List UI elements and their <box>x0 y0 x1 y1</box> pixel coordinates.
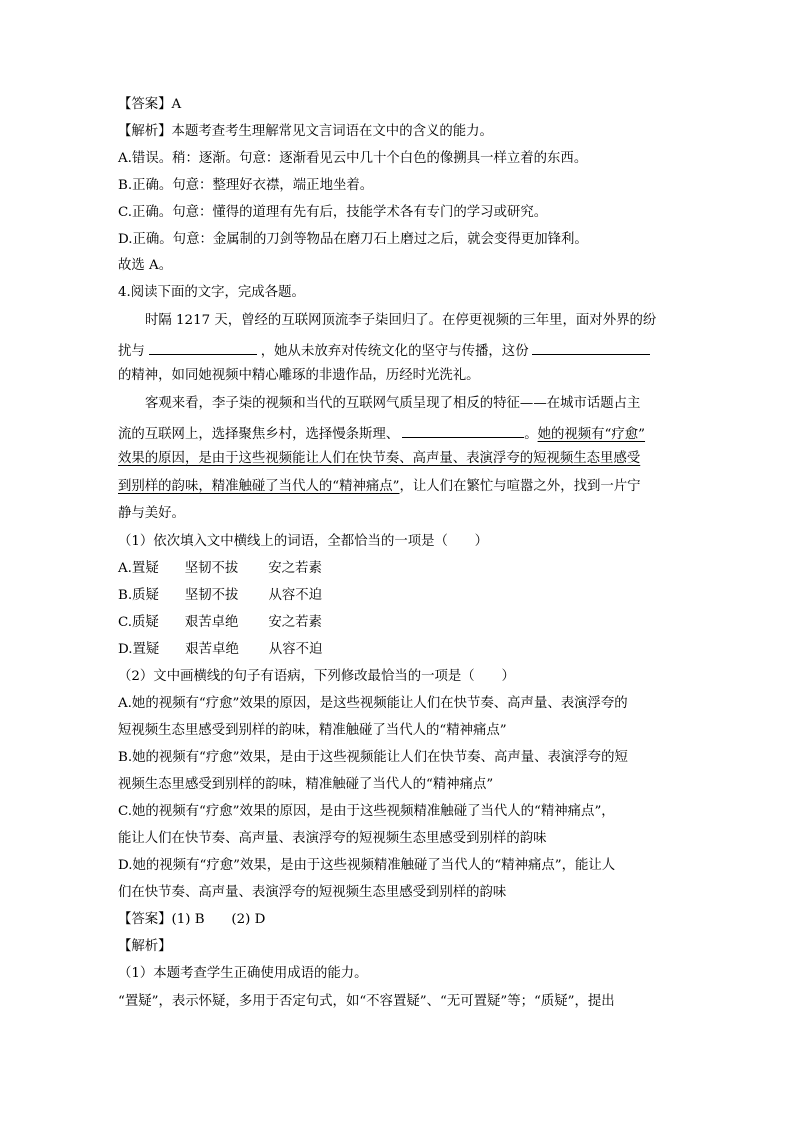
option-label: D.置疑 <box>118 642 160 657</box>
choice-c-line2: 能让人们在快节奏、高声量、表演浮夸的短视频生态里感受到别样的韵味 <box>118 831 547 846</box>
option-word-2: 艰苦卓绝 <box>185 642 239 657</box>
choice-a-line2: 短视频生态里感受到别样的韵味，精准触碰了当代人的“精神痛点” <box>118 723 507 738</box>
option-label: B.质疑 <box>118 588 159 603</box>
passage-p2-line2 <box>118 425 645 441</box>
passage-p1-line3: 的精神，如同她视频中精心雕琢的非遗作品，历经时光洗礼。 <box>118 368 480 383</box>
option-word-3: 从容不迫 <box>268 642 323 657</box>
text-segment: 扰与 <box>118 344 145 359</box>
option-row-b <box>118 589 322 602</box>
text-segment: 流的互联网上，选择聚焦乡村，选择慢条斯理、 <box>118 427 400 442</box>
option-word-3: 从容不迫 <box>268 588 323 603</box>
sub-question-1: （1）依次填入文中横线上的词语，全都恰当的一项是（ ） <box>118 534 489 549</box>
choice-d-line2: 们在快节奏、高声量、表演浮夸的短视频生态里感受到别样的韵味 <box>118 885 507 900</box>
analysis-option-b: B.正确。句意：整理好衣襟，端正地坐着。 <box>118 178 374 193</box>
analysis-text: “置疑”，表示怀疑，多用于否定句式，如“不容置疑”、“无可置疑”等；“质疑”，提出 <box>118 994 615 1009</box>
option-word-3: 安之若素 <box>268 561 322 576</box>
underlined-sentence-end: 到别样的韵味，精准触碰了当代人的“精神痛点” <box>118 479 400 494</box>
choice-b-line1: B.她的视频有“疗愈”效果，是由于这些视频能让人们在快节奏、高声量、表演浮夸的短 <box>118 750 628 765</box>
analysis-heading-2: 【解析】 <box>118 939 172 954</box>
sub-question-2: （2）文中画横线的句子有语病，下列修改最恰当的一项是（ ） <box>118 669 515 684</box>
fill-blank-1 <box>149 342 257 355</box>
answer-line-2: 【答案】(1) B (2) D <box>118 912 266 927</box>
text-segment: ，她从未放弃对传统文化的坚守与传播，这份 <box>260 344 529 359</box>
option-word-2: 艰苦卓绝 <box>184 615 239 630</box>
passage-p1-line2 <box>118 342 650 358</box>
option-row-c <box>118 616 322 629</box>
analysis-option-c: C.正确。句意：懂得的道理有先有后，技能学术各有专门的学习或研究。 <box>118 205 548 220</box>
conclusion-line: 故选 A。 <box>118 258 173 273</box>
analysis-option-a: A.错误。稍：逐渐。句意：逐渐看见云中几十个白色的像搠具一样立着的东西。 <box>118 151 588 166</box>
passage-p2-line4 <box>118 480 641 493</box>
fill-blank-2 <box>532 342 650 355</box>
passage-p2-line5: 静与美好。 <box>118 506 185 521</box>
analysis-point-1: （1）本题考查学生正确使用成语的能力。 <box>118 966 368 981</box>
option-label: C.质疑 <box>118 615 159 630</box>
option-word-2: 坚韧不拔 <box>184 561 239 576</box>
option-word-3: 安之若素 <box>268 615 322 630</box>
text-segment: ，让人们在繁忙与喧嚣之外，找到一片宁 <box>399 479 641 494</box>
option-label: A.置疑 <box>118 561 159 576</box>
choice-a-line1: A.她的视频有“疗愈”效果的原因，是这些视频能让人们在快节奏、高声量、表演浮夸的 <box>118 696 628 711</box>
choice-d-line1: D.她的视频有“疗愈”效果，是由于这些视频精准触碰了当代人的“精神痛点”，能让人 <box>118 858 616 873</box>
analysis-option-d: D.正确。句意：金属制的刀剑等物品在磨刀石上磨过之后，就会变得更加锋利。 <box>118 232 588 247</box>
underlined-sentence: 她的视频有“疗愈” <box>537 427 646 442</box>
text-segment: 。 <box>524 427 538 442</box>
underlined-sentence-line2: 效果的原因，是由于这些视频能让人们在快节奏、高声量、表演浮夸的短视频生态里感受 <box>118 451 641 466</box>
question-4-heading: 4.阅读下面的文字，完成各题。 <box>118 285 305 300</box>
choice-b-line2: 视频生态里感受到别样的韵味，精准触碰了当代人的“精神痛点” <box>118 777 494 792</box>
answer-line-1: 【答案】A <box>118 97 182 112</box>
analysis-heading: 【解析】本题考查考生理解常见文言词语在文中的含义的能力。 <box>118 124 493 139</box>
choice-c-line1: C.她的视频有“疗愈”效果的原因，是由于这些视频精准触碰了当代人的“精神痛点”， <box>118 804 615 819</box>
passage-p1-line1: 时隔 1217 天，曾经的互联网顶流李子柒回归了。在停更视频的三年里，面对外界的纷 <box>145 313 657 328</box>
option-word-2: 坚韧不拔 <box>184 588 239 603</box>
fill-blank-3 <box>402 425 524 438</box>
passage-p2-line1: 客观来看，李子柒的视频和当代的互联网气质呈现了相反的特征——在城市话题占主 <box>145 396 641 411</box>
option-row-a <box>118 562 322 575</box>
option-row-d <box>118 643 322 656</box>
